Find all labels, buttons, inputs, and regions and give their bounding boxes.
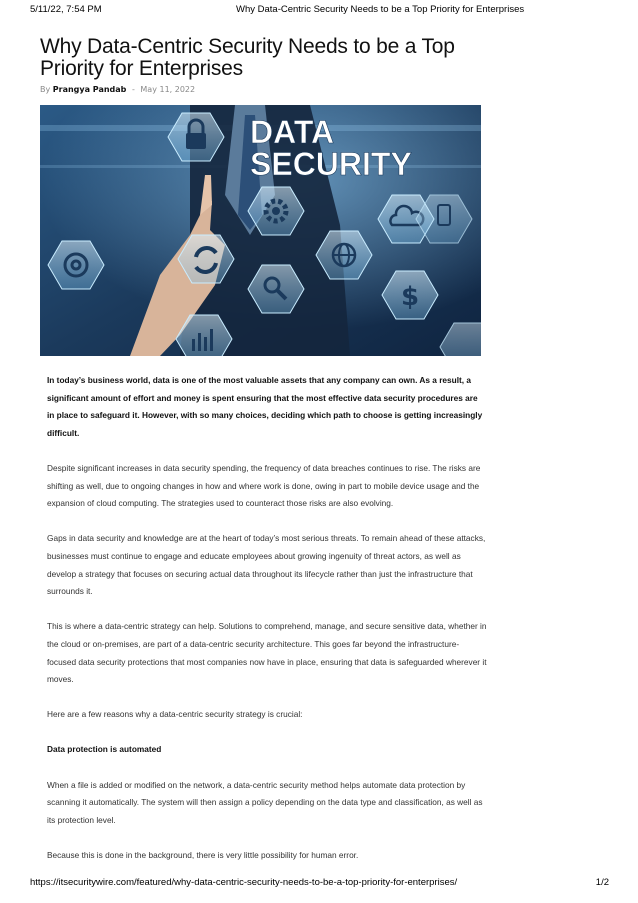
article-title: Why Data-Centric Security Needs to be a Top Priority for Enterprises [40,35,455,80]
print-url[interactable]: https://itsecuritywire.com/featured/why-data-centric-security-needs-to-be-a-top-priority-for-enterprises/ [30,877,458,888]
hero-image [40,105,481,356]
print-footer [0,877,638,891]
byline [40,85,195,94]
author-link[interactable]: Prangya Pandab [52,85,127,94]
lead-paragraph: In today’s business world, data is one of the most valuable assets that any company can own. As a result, a significant amount of effort and money is spent ensuring that the most effective data security procedures are in place to safeguard it. However, with so many choices, deciding which path to choose is getting increasingly difficult. [47,375,483,438]
byline-separator: - [131,85,135,94]
body-paragraph: This is where a data-centric strategy can help. Solutions to comprehend, manage, and secure sensitive data, whether in the cloud or on-premises, are part of a data-centric security architecture. This goes far beyond the infrastructure-focused data security protections that most companies now have in place, ensuring that data is safeguarded wherever it moves. [47,621,487,685]
body-paragraph: Here are a few reasons why a data-centric security strategy is crucial: [47,709,303,720]
hero-headline-data: DATA [250,114,335,150]
print-timestamp: 5/11/22, 7:54 PM [30,4,102,15]
print-header [0,4,638,18]
body-paragraph: Because this is done in the background, there is very little possibility for human error. [47,850,359,861]
page-number: 1/2 [595,877,609,888]
body-paragraph: Gaps in data security and knowledge are at the heart of today’s most serious threats. To remain ahead of these attacks, businesses must continue to engage and educate employees about growing ingenuity of threat actors, as well as develop a strategy that focuses on securing actual data throughout its lifecycle rather than just the infrastructure that surrounds it. [47,533,486,597]
body-paragraph: When a file is added or modified on the network, a data-centric security method helps automate data protection by scanning it automatically. The system will then assign a policy depending on the data type and classification, as well as its protection level. [47,779,483,825]
print-page-title: Why Data-Centric Security Needs to be a Top Priority for Enterprises [236,4,525,15]
hero-headline-security: SECURITY [250,146,412,182]
byline-prefix: By [40,85,51,94]
section-subheading: Data protection is automated [47,744,162,755]
article-body [47,372,487,882]
publish-date: May 11, 2022 [140,85,196,94]
body-paragraph: Despite significant increases in data security spending, the frequency of data breaches continues to rise. The risks are shifting as well, due to ongoing changes in how and where work is done, owing in part to mobile device usage and the expansion of cloud computing. The strategies used to counteract those risks are also evolving. [47,462,481,509]
svg-text:$: $ [400,282,420,312]
